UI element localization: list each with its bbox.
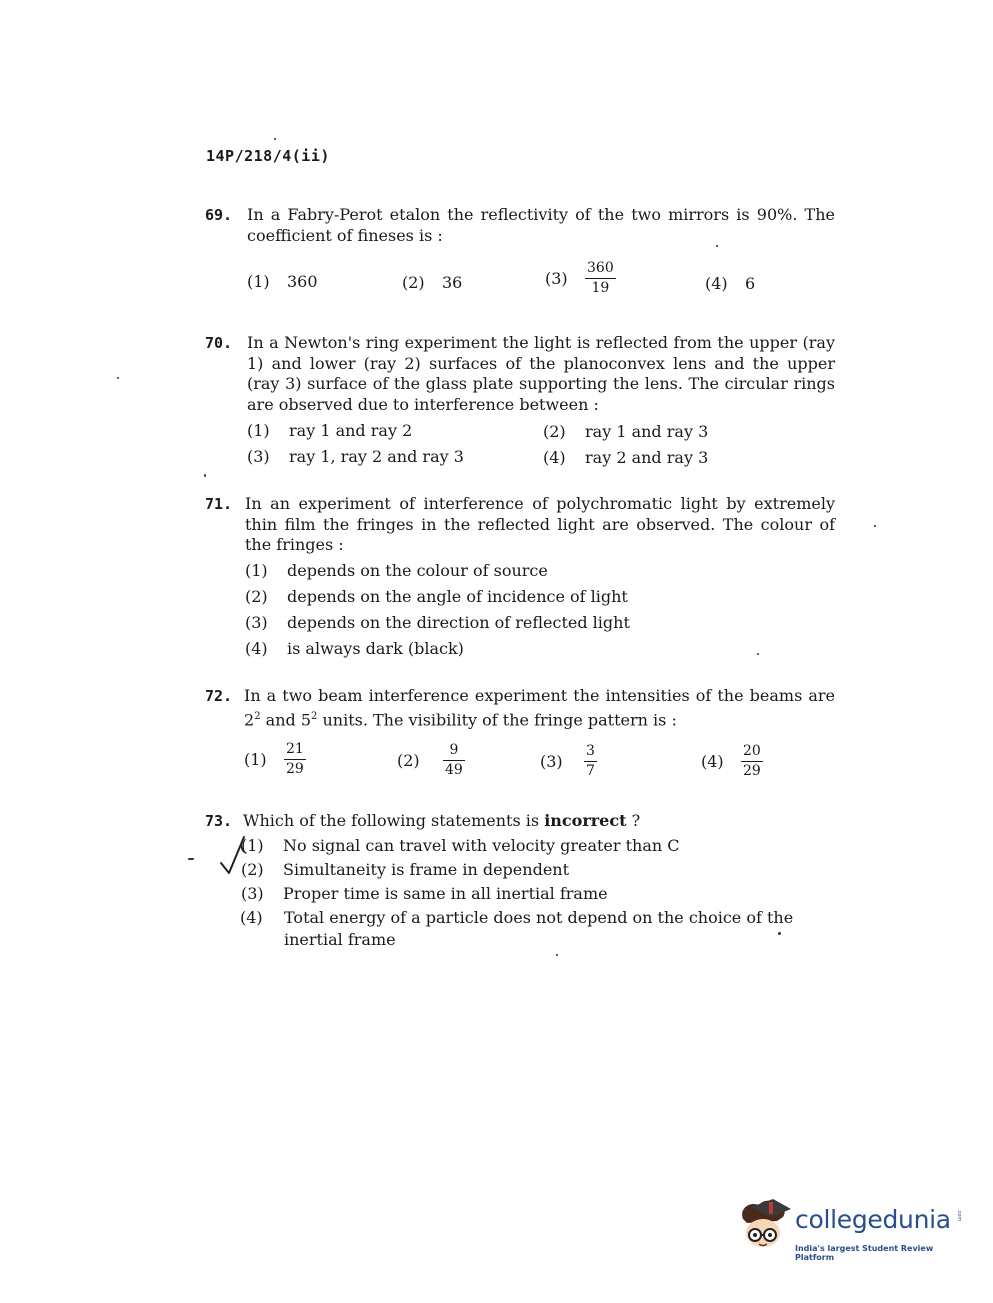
option-73-3: (3) Proper time is same in all inertial frame <box>241 884 608 903</box>
scan-speck <box>274 138 276 140</box>
question-text: Which of the following statements is incorrect ? <box>243 811 641 830</box>
fraction: $\frac{3}{7}$ <box>586 743 595 779</box>
option-72-1: (1) $\frac{21}{29}$ <box>244 741 304 777</box>
scan-speck <box>556 954 558 956</box>
scan-speck <box>874 525 876 527</box>
scan-speck <box>204 474 206 477</box>
fraction: $\frac{20}{29}$ <box>743 743 761 779</box>
fraction: $\frac{360}{19}$ <box>587 260 614 296</box>
option-72-4: (4) $\frac{20}{29}$ <box>701 743 761 779</box>
question-text: In a two beam interference experiment the intensities of the beams are $2^2$ and $5^2$ units. The visibility of the fringe pattern is : <box>244 686 835 729</box>
fraction: $\frac{9}{49}$ <box>445 742 463 778</box>
student-mascot-icon <box>737 1197 795 1267</box>
option-73-4: (4) Total energy of a particle does not depend on the choice of the <box>240 908 794 927</box>
paper-code: 14P/218/4(ii) <box>206 147 330 165</box>
option-69-1: (1) 360 <box>247 272 318 291</box>
scan-speck <box>117 377 119 379</box>
option-69-3: (3) $\frac{360}{19}$ <box>545 260 614 296</box>
option-71-3: (3) depends on the direction of reflected light <box>245 613 630 632</box>
logo-domain: .com <box>956 1209 962 1222</box>
option-69-2: (2) 36 <box>402 273 463 292</box>
question-number: 73. <box>205 812 233 830</box>
scan-speck <box>757 653 759 655</box>
question-number: 69. <box>205 206 233 224</box>
question-number: 70. <box>205 334 233 352</box>
option-70-3: (3) ray 1, ray 2 and ray 3 <box>247 447 464 466</box>
scan-speck <box>778 932 781 935</box>
question-71 <box>205 494 835 556</box>
option-73-4-continuation: inertial frame <box>284 930 396 949</box>
option-70-2: (2) ray 1 and ray 3 <box>543 422 709 441</box>
option-71-4: (4) is always dark (black) <box>245 639 464 658</box>
question-73 <box>205 811 835 832</box>
question-number: 72. <box>205 687 233 705</box>
scan-speck <box>716 245 718 247</box>
option-72-2: (2) $\frac{9}{49}$ <box>397 742 463 778</box>
question-text: In a Fabry-Perot etalon the reflectivity of the two mirrors is 90%. The coefficient of fineses is : <box>247 205 835 245</box>
option-71-2: (2) depends on the angle of incidence of light <box>245 587 628 606</box>
question-72 <box>205 686 835 730</box>
option-70-4: (4) ray 2 and ray 3 <box>543 448 709 467</box>
logo-wordmark: collegedunia <box>795 1205 951 1234</box>
logo-tagline: India's largest Student Review Platform <box>795 1244 934 1262</box>
collegedunia-watermark <box>737 1197 962 1267</box>
option-70-1: (1) ray 1 and ray 2 <box>247 421 413 440</box>
option-72-3: (3) $\frac{3}{7}$ <box>540 743 595 779</box>
question-69 <box>205 205 835 246</box>
option-73-2: (2) Simultaneity is frame in dependent <box>241 860 570 879</box>
question-number: 71. <box>205 495 233 513</box>
option-73-1: (1) No signal can travel with velocity greater than C <box>241 836 680 855</box>
question-text: In an experiment of interference of polychromatic light by extremely thin film the fringes in the reflected light are observed. The colour of the fringes : <box>245 494 835 554</box>
option-71-1: (1) depends on the colour of source <box>245 561 548 580</box>
option-69-4: (4) 6 <box>705 274 756 293</box>
pen-mark <box>188 858 194 860</box>
handwritten-tick-icon <box>218 833 258 877</box>
question-70 <box>205 333 835 415</box>
question-text: In a Newton's ring experiment the light is reflected from the upper (ray 1) and lower (ray 2) surfaces of the planoconvex lens and the upper (ray 3) surface of the glass plate supporting the lens. The circular rings are observed due to interference between : <box>247 333 835 414</box>
fraction: $\frac{21}{29}$ <box>286 741 304 777</box>
